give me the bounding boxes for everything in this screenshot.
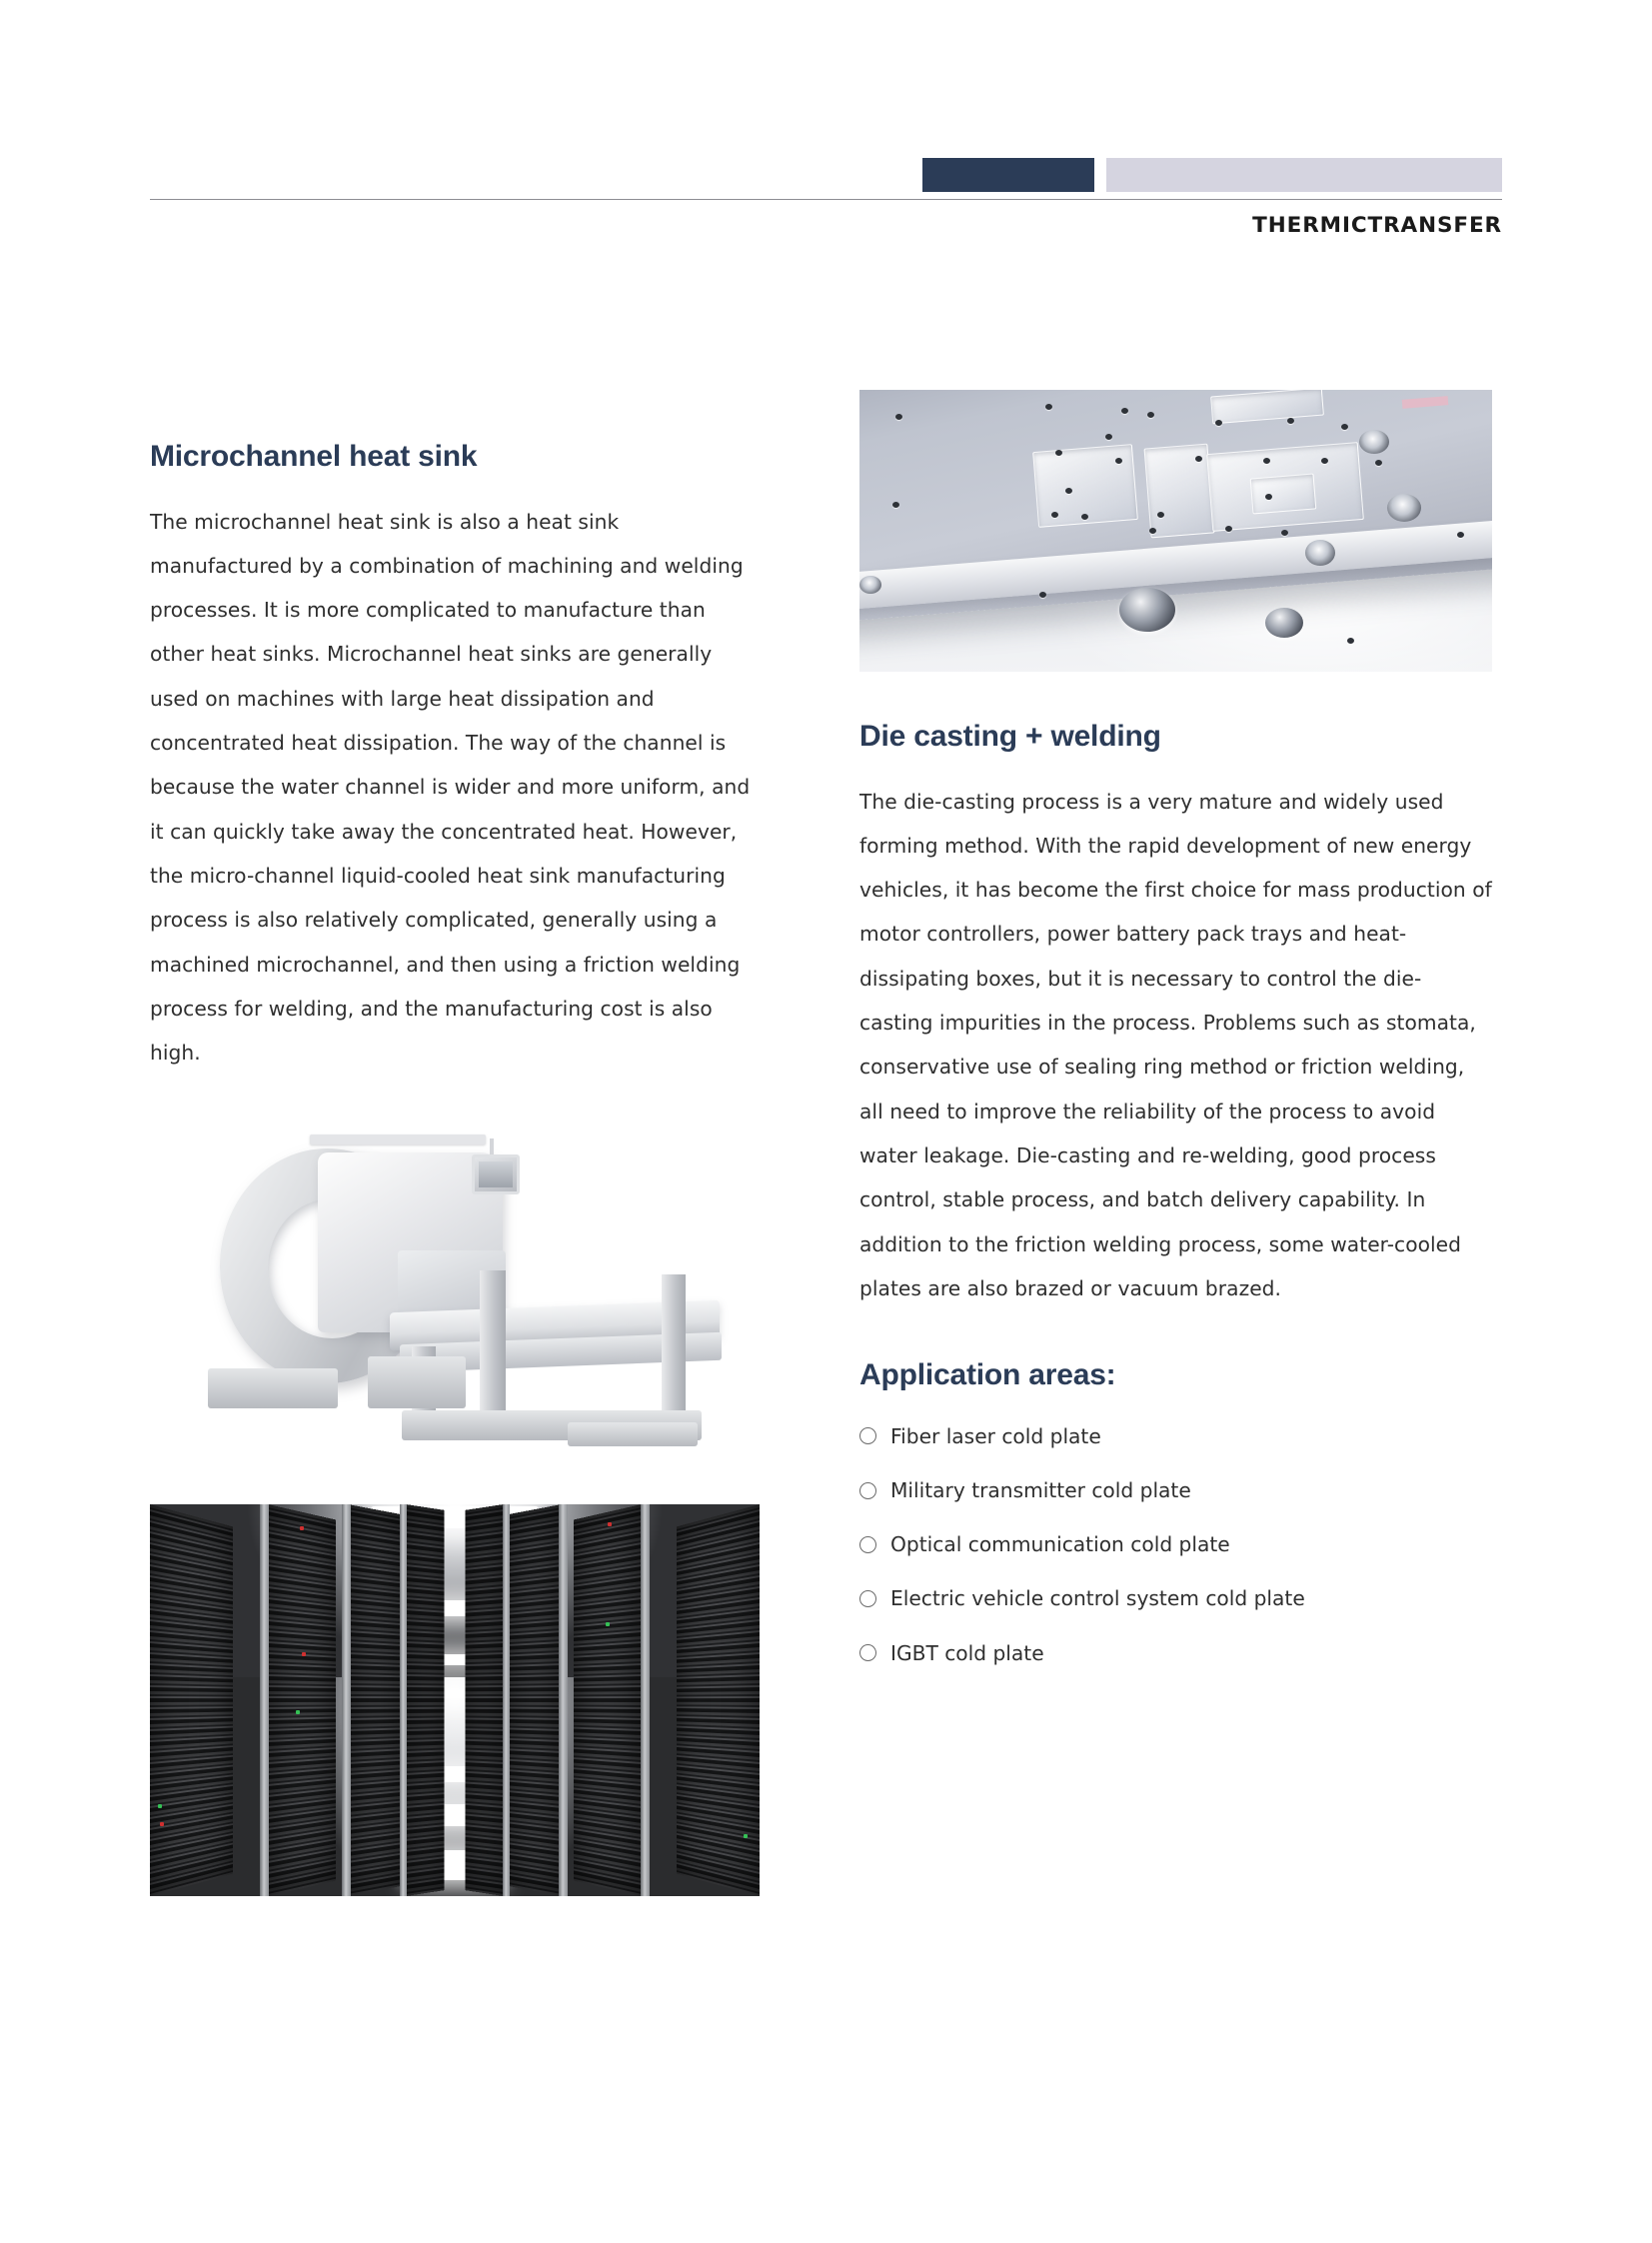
brand-name: THERMICTRANSFER bbox=[1252, 213, 1502, 238]
rack-status-led bbox=[296, 1710, 300, 1714]
coldplate-hole bbox=[1051, 512, 1058, 518]
circle-bullet-icon bbox=[859, 1482, 876, 1499]
coldplate-hole bbox=[1281, 530, 1288, 536]
header-divider bbox=[150, 199, 1502, 200]
circle-bullet-icon bbox=[859, 1427, 876, 1444]
scanner-column bbox=[480, 1270, 506, 1420]
coldplate-hole bbox=[1065, 488, 1072, 494]
die-casting-heading: Die casting + welding bbox=[859, 720, 1161, 753]
coldplate-hole bbox=[1321, 458, 1328, 464]
coldplate-hole bbox=[1055, 450, 1062, 456]
application-areas-heading: Application areas: bbox=[859, 1358, 1116, 1392]
rack-status-led bbox=[606, 1622, 610, 1626]
coldplate-hole bbox=[1195, 456, 1202, 462]
coldplate-hole bbox=[1045, 404, 1052, 410]
scanner-monitor bbox=[472, 1154, 520, 1194]
rack-rail bbox=[503, 1504, 510, 1896]
rack-rail bbox=[400, 1504, 407, 1896]
scanner-monitor-screen bbox=[479, 1161, 513, 1187]
application-label: IGBT cold plate bbox=[890, 1640, 1044, 1665]
coldplate-pocket bbox=[1143, 444, 1214, 539]
server-rack bbox=[406, 1504, 445, 1896]
scanner-base-left bbox=[208, 1368, 338, 1408]
coldplate-hole bbox=[1225, 526, 1232, 532]
coldplate-hole bbox=[1457, 532, 1464, 538]
rack-rail bbox=[559, 1504, 568, 1896]
server-rack bbox=[268, 1504, 336, 1896]
microchannel-paragraph: The microchannel heat sink is also a heat sink manufactured by a combination of machining and welding processes. It is more complicated to manufacture than other heat sinks. Microchannel heat sinks are generally used on machines with large heat dissipation and concentrated heat dissipation. The way of the channel is because the water channel is wider and more uniform, and it can quickly take away the concentrated heat. However, the micro-channel liquid-cooled heat sink manufacturing process is also relatively complicated, generally using a machined microchannel, and then using a friction welding process for welding, and the manufacturing cost is also high. bbox=[150, 509, 751, 1066]
application-label: Fiber laser cold plate bbox=[890, 1423, 1101, 1448]
rack-status-led bbox=[744, 1834, 748, 1838]
coldplate-hole bbox=[1265, 494, 1272, 500]
application-areas-list bbox=[859, 1424, 1492, 1665]
coldplate-port-bore bbox=[1119, 588, 1175, 632]
coldplate-hole bbox=[1215, 420, 1222, 426]
coldplate-hole bbox=[1157, 512, 1164, 518]
coldplate-pocket bbox=[1250, 473, 1317, 514]
coldplate-countersink bbox=[1359, 430, 1389, 454]
application-list-item bbox=[859, 1586, 1492, 1610]
coldplate-hole bbox=[1149, 528, 1156, 534]
scanner-column-right bbox=[662, 1274, 686, 1422]
coldplate-hole bbox=[1105, 434, 1112, 440]
coldplate-hole bbox=[1039, 592, 1046, 598]
coldplate-hole bbox=[892, 502, 899, 508]
coldplate-hole bbox=[1121, 408, 1128, 414]
circle-bullet-icon bbox=[859, 1644, 876, 1661]
server-rack bbox=[348, 1504, 402, 1896]
application-list-item bbox=[859, 1478, 1492, 1502]
scanner-base-mid bbox=[368, 1356, 466, 1408]
rack-status-led bbox=[160, 1822, 164, 1826]
rack-status-led bbox=[300, 1526, 304, 1530]
server-rack bbox=[508, 1504, 562, 1896]
header-decoration-bars bbox=[922, 158, 1502, 192]
coldplate-countersink bbox=[1305, 540, 1335, 566]
coldplate-countersink bbox=[859, 576, 881, 594]
rack-rail bbox=[641, 1504, 650, 1896]
coldplate-hole bbox=[1287, 418, 1294, 424]
rack-rail bbox=[260, 1504, 269, 1896]
coldplate-hole bbox=[1347, 638, 1354, 644]
left-column bbox=[150, 440, 760, 1896]
spacer bbox=[859, 754, 1492, 780]
coldplate-hole bbox=[895, 414, 902, 420]
rack-rail bbox=[342, 1504, 351, 1896]
application-list-item bbox=[859, 1641, 1492, 1665]
coldplate-hole bbox=[1081, 514, 1088, 520]
circle-bullet-icon bbox=[859, 1536, 876, 1553]
scanner-overhead-arm bbox=[310, 1134, 486, 1144]
ct-scanner-image bbox=[150, 1111, 760, 1482]
rack-status-led bbox=[158, 1804, 162, 1808]
spacer bbox=[150, 474, 760, 500]
coldplate-threaded-bore bbox=[1265, 608, 1303, 638]
server-rack bbox=[150, 1504, 233, 1896]
coldplate-hole bbox=[1147, 412, 1154, 418]
microchannel-heading: Microchannel heat sink bbox=[150, 440, 478, 473]
right-column bbox=[859, 390, 1492, 1665]
application-label: Military transmitter cold plate bbox=[890, 1477, 1191, 1502]
rack-status-led bbox=[608, 1522, 612, 1526]
header-bar-dark bbox=[922, 158, 1094, 192]
coldplate-hole bbox=[1341, 424, 1348, 430]
rack-status-led bbox=[302, 1652, 306, 1656]
application-list-item bbox=[859, 1532, 1492, 1556]
coldplate-hole bbox=[1115, 458, 1122, 464]
die-casting-paragraph: The die-casting process is a very mature and widely used forming method. With the rapid development of new energy vehicles, it has become the first choice for mass production of motor controllers, power battery pack trays and heat-dissipating boxes, but it is necessary to control the die-casting impurities in the process. Problems such as stomata, conservative use of sealing ring method or friction welding, all need to improve the reliability of the process to avoid water leakage. Die-casting and re-welding, good process control, stable process, and batch delivery capability. In addition to the friction welding process, some water-cooled plates are also brazed or vacuum brazed. bbox=[859, 789, 1492, 1300]
coldplate-hole bbox=[1263, 458, 1270, 464]
application-label: Electric vehicle control system cold plate bbox=[890, 1586, 1305, 1611]
scanner-base-right bbox=[568, 1422, 698, 1446]
cold-plate-image bbox=[859, 390, 1492, 672]
server-rack bbox=[574, 1504, 642, 1896]
application-label: Optical communication cold plate bbox=[890, 1532, 1230, 1557]
application-list-item bbox=[859, 1424, 1492, 1448]
header-bar-light bbox=[1106, 158, 1502, 192]
coldplate-countersink bbox=[1387, 494, 1421, 522]
coldplate-hole bbox=[1375, 460, 1382, 466]
circle-bullet-icon bbox=[859, 1590, 876, 1607]
page-header bbox=[150, 150, 1502, 270]
server-rack bbox=[465, 1504, 504, 1896]
data-center-image bbox=[150, 1504, 760, 1896]
